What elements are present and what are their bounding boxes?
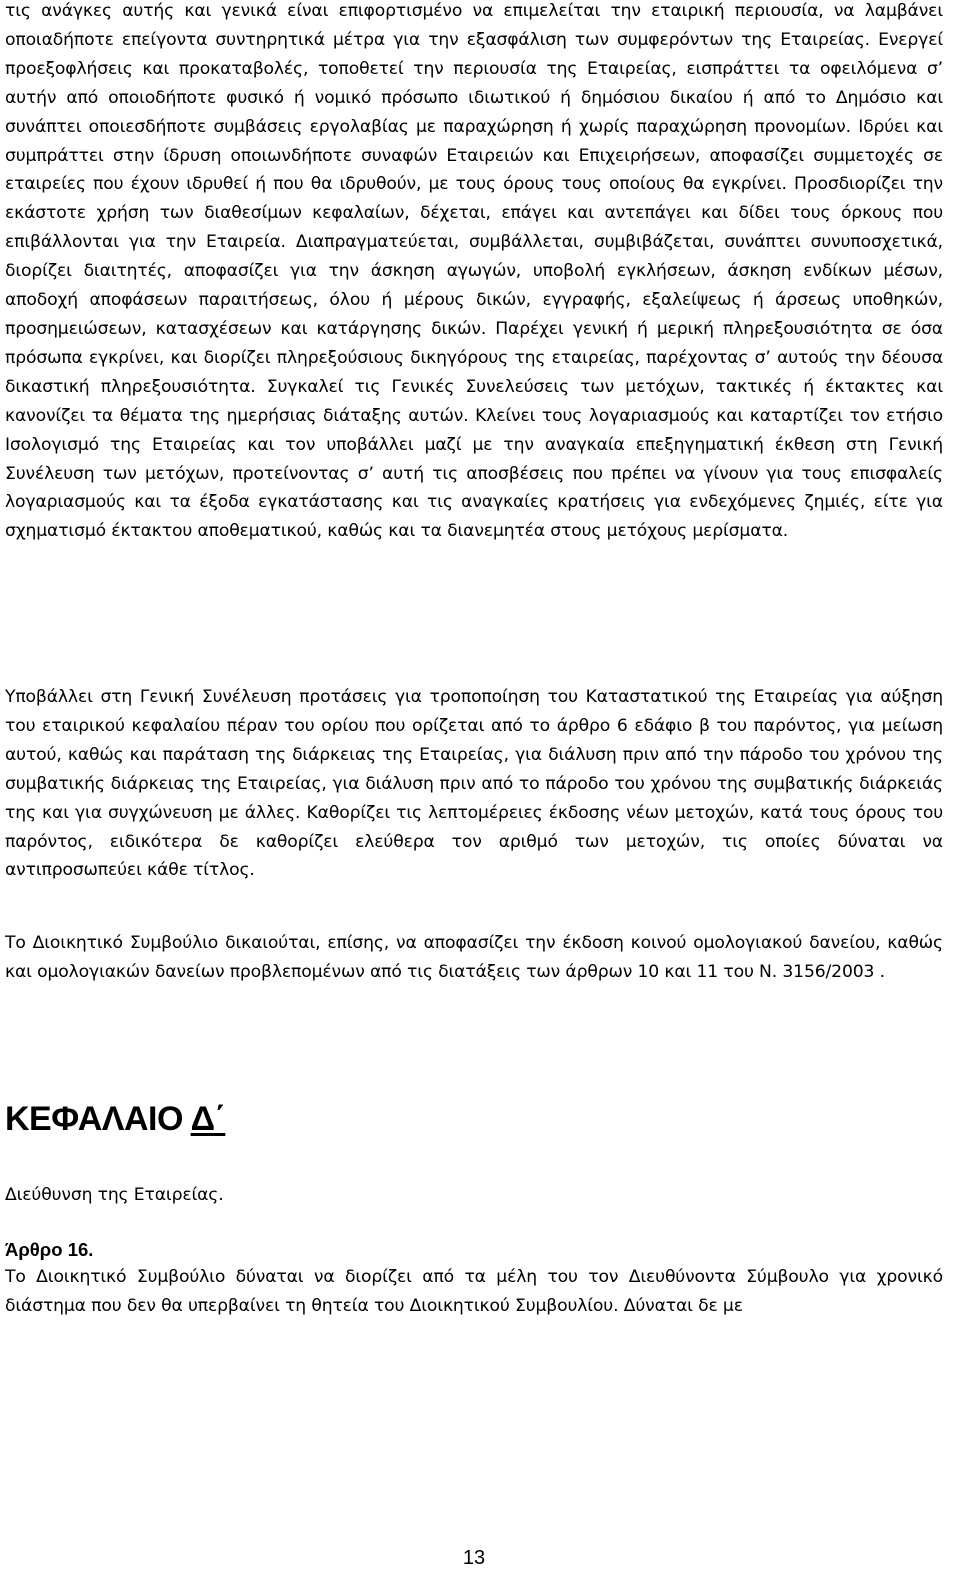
body-paragraph-bond-loans: Το Διοικητικό Συμβούλιο δικαιούται, επίσης, να αποφασίζει την έκδοση κοινού ομολογιακού δανείου, καθώς και ομολογιακών δανείων προβλεπομένων από τις διατάξεις των άρθρων 10 και 11 του Ν. 3156/2003 .	[5, 933, 943, 982]
chapter-title-letter: Δ΄	[190, 1100, 226, 1138]
article-heading: Άρθρο 16.	[5, 1239, 94, 1260]
chapter-title	[5, 1099, 225, 1139]
body-paragraph-board-powers: τις ανάγκες αυτής και γενικά είναι επιφορτισμένο να επιμελείται την εταιρική περιουσία, να λαμβάνει οποιαδήποτε επείγοντα συντηρητικά μέτρα για την εξασφάλιση των συμφερόντων της Εταιρείας. Ενεργεί προεξοφλήσεις και προκαταβολές, τοποθετεί την περιουσία της Εταιρείας, εισπράττει τα οφειλόμενα σ’ αυτήν από οποιοδήποτε φυσικό ή νομικό πρόσωπο ιδιωτικού ή δημόσιου δικαίου ή από το Δημόσιο και συνάπτει οποιεσδήποτε συμβάσεις εργολαβίας με παραχώρηση ή χωρίς παραχώρηση προνομίων. Ιδρύει και συμπράττει στην ίδρυση οποιωνδήποτε συναφών Εταιρειών και Επιχειρήσεων, αποφασίζει συμμετοχές σε εταιρείες που έχουν ιδρυθεί ή που θα ιδρυθούν, με τους όρους τους οποίους θα εγκρίνει. Προσδιορίζει την εκάστοτε χρήση των διαθεσίμων κεφαλαίων, δέχεται, επάγει και αντεπάγει και δίδει τους όρκους που επιβάλλονται για την Εταιρεία. Διαπραγματεύεται, συμβάλλεται, συμβιβάζεται, συνάπτει συνυποσχετικά, διορίζει διαιτητές, αποφασίζει για την άσκηση αγωγών, υποβολή εγκλήσεων, άσκηση ενδίκων μέσων, αποδοχή αποφάσεων παραιτήσεως, όλου ή μέρους δικών, εγγραφής, εξαλείψεως ή άρσεως υποθηκών, προσημειώσεων, κατασχέσεων και κατάργησης δικών. Παρέχει γενική ή μερική πληρεξουσιότητα σε όσα πρόσωπα εγκρίνει, και διορίζει πληρεξούσιους δικηγόρους της εταιρείας, παρέχοντας σ’ αυτούς την δέουσα δικαστική πληρεξουσιότητα. Συγκαλεί τις Γενικές Συνελεύσεις των μετόχων, τακτικές ή έκτακτες και κανονίζει τα θέματα της ημερήσιας διάταξης αυτών. Κλείνει τους λογαριασμούς και καταρτίζει τον ετήσιο Ισολογισμό της Εταιρείας και τον υποβάλλει μαζί με την αναγκαία επεξηγηματική έκθεση στη Γενική Συνέλευση των μετόχων, προτείνοντας σ’ αυτή τις αποσβέσεις που πρέπει να γίνουν για τους επισφαλείς λογαριασμούς και τα έξοδα εγκατάστασης και τις αναγκαίες κρατήσεις για ενδεχόμενες ζημιές, είτε για σχηματισμό έκτακτου αποθεματικού, καθώς και τα διανεμητέα στους μετόχους μερίσματα.	[5, 1, 943, 542]
article-paragraph: Το Διοικητικό Συμβούλιο δύναται να διορίζει από τα μέλη του τον Διευθύνοντα Σύμβουλο για χρονικό διάστημα που δεν θα υπερβαίνει τη θητεία του Διοικητικού Συμβουλίου. Δύναται δε με	[5, 1267, 943, 1316]
chapter-title-main: ΚΕΦΑΛΑΙΟ	[5, 1100, 191, 1138]
body-paragraph-statute-amendments: Υποβάλλει στη Γενική Συνέλευση προτάσεις για τροποποίηση του Καταστατικού της Εταιρείας για αύξηση του εταιρικού κεφαλαίου πέραν του ορίου που ορίζεται από το άρθρο 6 εδάφιο β του παρόντος, για μείωση αυτού, καθώς και παράταση της διάρκειας της Εταιρείας, για διάλυση πριν από την πάροδο του χρόνου της συμβατικής διάρκειας της Εταιρείας, για διάλυση πριν από τo πάροδο του χρόνου της συμβατικής διάρκειάς της και για συγχώνευση με άλλες. Καθορίζει τις λεπτομέρειες έκδοσης νέων μετοχών, κατά τους όρους του παρόντος, ειδικότερα δε καθορίζει ελεύθερα τον αριθμό των μετοχών, τις οποίες δύναται να αντιπροσωπεύει κάθε τίτλος.	[5, 687, 943, 881]
chapter-subtitle: Διεύθυνση της Εταιρείας.	[5, 1185, 224, 1205]
page-number: 13	[462, 1547, 486, 1569]
